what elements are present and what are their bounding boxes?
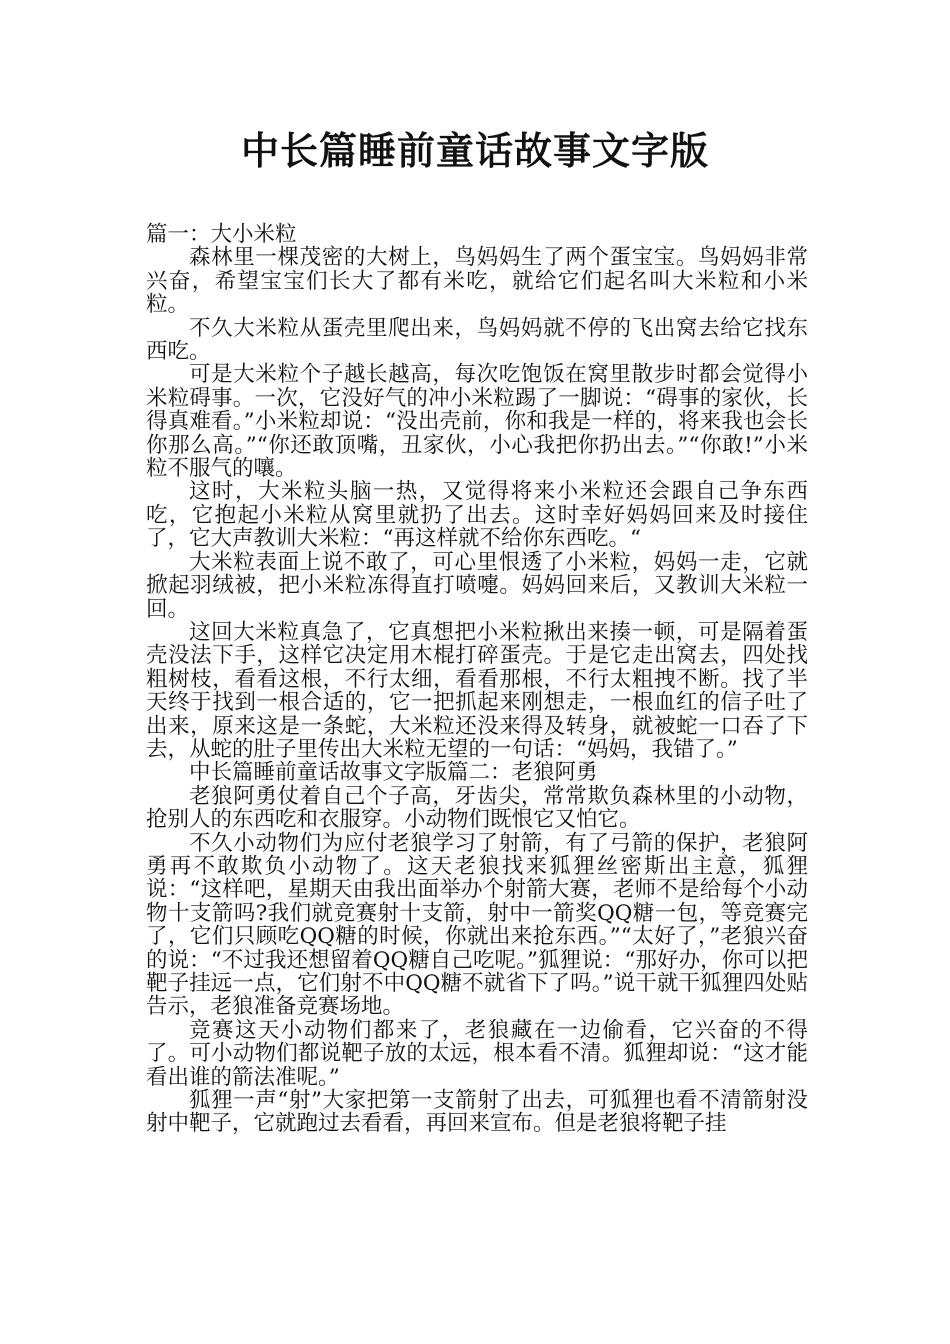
section-heading-2: 中长篇睡前童话故事文字版篇二：老狼阿勇 (189, 760, 598, 786)
paragraph: 这时，大米粒头脑一热，又觉得将来小米粒还会跟自己争东西吃，它抱起小米粒从窝里就扔了出去。这时幸好妈妈回来及时接住了，它大声教训大米粒：“再这样就不给你东西吃。“ (146, 479, 808, 552)
paragraph: 竞赛这天小动物们都来了，老狼藏在一边偷看，它兴奋的不得了。可小动物们都说靶子放的太远，根本看不清。狐狸却说：“这才能看出谁的箭法准呢。” (146, 1017, 808, 1090)
paragraph: 这回大米粒真急了，它真想把小米粒揪出来揍一顿，可是隔着蛋壳没法下手，这样它决定用木棍打碎蛋壳。于是它走出窝去，四处找粗树枝，看看这根，不行太细，看看那根，不行太粗拽不断。找了半天终于找到一根合适的，它一把抓起来刚想走，一根血红的信子吐了出来，原来这是一条蛇，大米粒还没来得及转身，就被蛇一口吞了下去，从蛇的肚子里传出大米粒无望的一句话：“妈妈，我错了。” (146, 619, 808, 762)
section-heading: 篇一：大小米粒 (146, 222, 297, 247)
document-body (146, 223, 808, 1136)
paragraph: 大米粒表面上说不敢了，可心里恨透了小米粒，妈妈一走，它就掀起羽绒被，把小米粒冻得直打喷嚏。妈妈回来后，又教训大米粒一回。 (146, 549, 808, 622)
paragraph: 狐狸一声“射”大家把第一支箭射了出去，可狐狸也看不清箭射没射中靶子，它就跑过去看看，再回来宣布。但是老狼将靶子挂 (146, 1088, 808, 1137)
document-title: 中长篇睡前童话故事文字版 (240, 129, 709, 173)
paragraph: 可是大米粒个子越长越高，每次吃饱饭在窝里散步时都会觉得小米粒碍事。一次，它没好气的冲小米粒踢了一脚说：“碍事的家伙，长得真难看。”小米粒却说：“没出壳前，你和我是一样的，将来我也会长你那么高。”“你还敢顶嘴，丑家伙，小心我把你扔出去。”“你敢!”小米粒不服气的嚷。 (146, 362, 808, 482)
paragraph: 老狼阿勇仗着自己个子高，牙齿尖，常常欺负森林里的小动物，抢别人的东西吃和衣服穿。小动物们既恨它又怕它。 (146, 783, 808, 833)
paragraph: 不久小动物们为应付老狼学习了射箭，有了弓箭的保护，老狼阿勇再不敢欺负小动物了。这天老狼找来狐狸丝密斯出主意，狐狸说：“这样吧，星期天由我出面举办个射箭大赛，老师不是给每个小动物十支箭吗?我们就竞赛射十支箭，射中一箭奖QQ糖一包，等竞赛完了，它们只顾吃QQ糖的时候，你就出来抢东西。”“太好了，”老狼兴奋的说：“不过我还想留着QQ糖自己吃呢。”狐狸说：“那好办，你可以把靶子挂远一点，它们射不中QQ糖不就省下了吗。”说干就干狐狸四处贴告示，老狼准备竞赛场地。 (146, 830, 808, 1020)
paragraph: 森林里一棵茂密的大树上，鸟妈妈生了两个蛋宝宝。鸟妈妈非常兴奋，希望宝宝们长大了都有米吃，就给它们起名叫大米粒和小米粒。 (146, 245, 808, 318)
paragraph: 不久大米粒从蛋壳里爬出来，鸟妈妈就不停的飞出窝去给它找东西吃。 (146, 315, 808, 365)
